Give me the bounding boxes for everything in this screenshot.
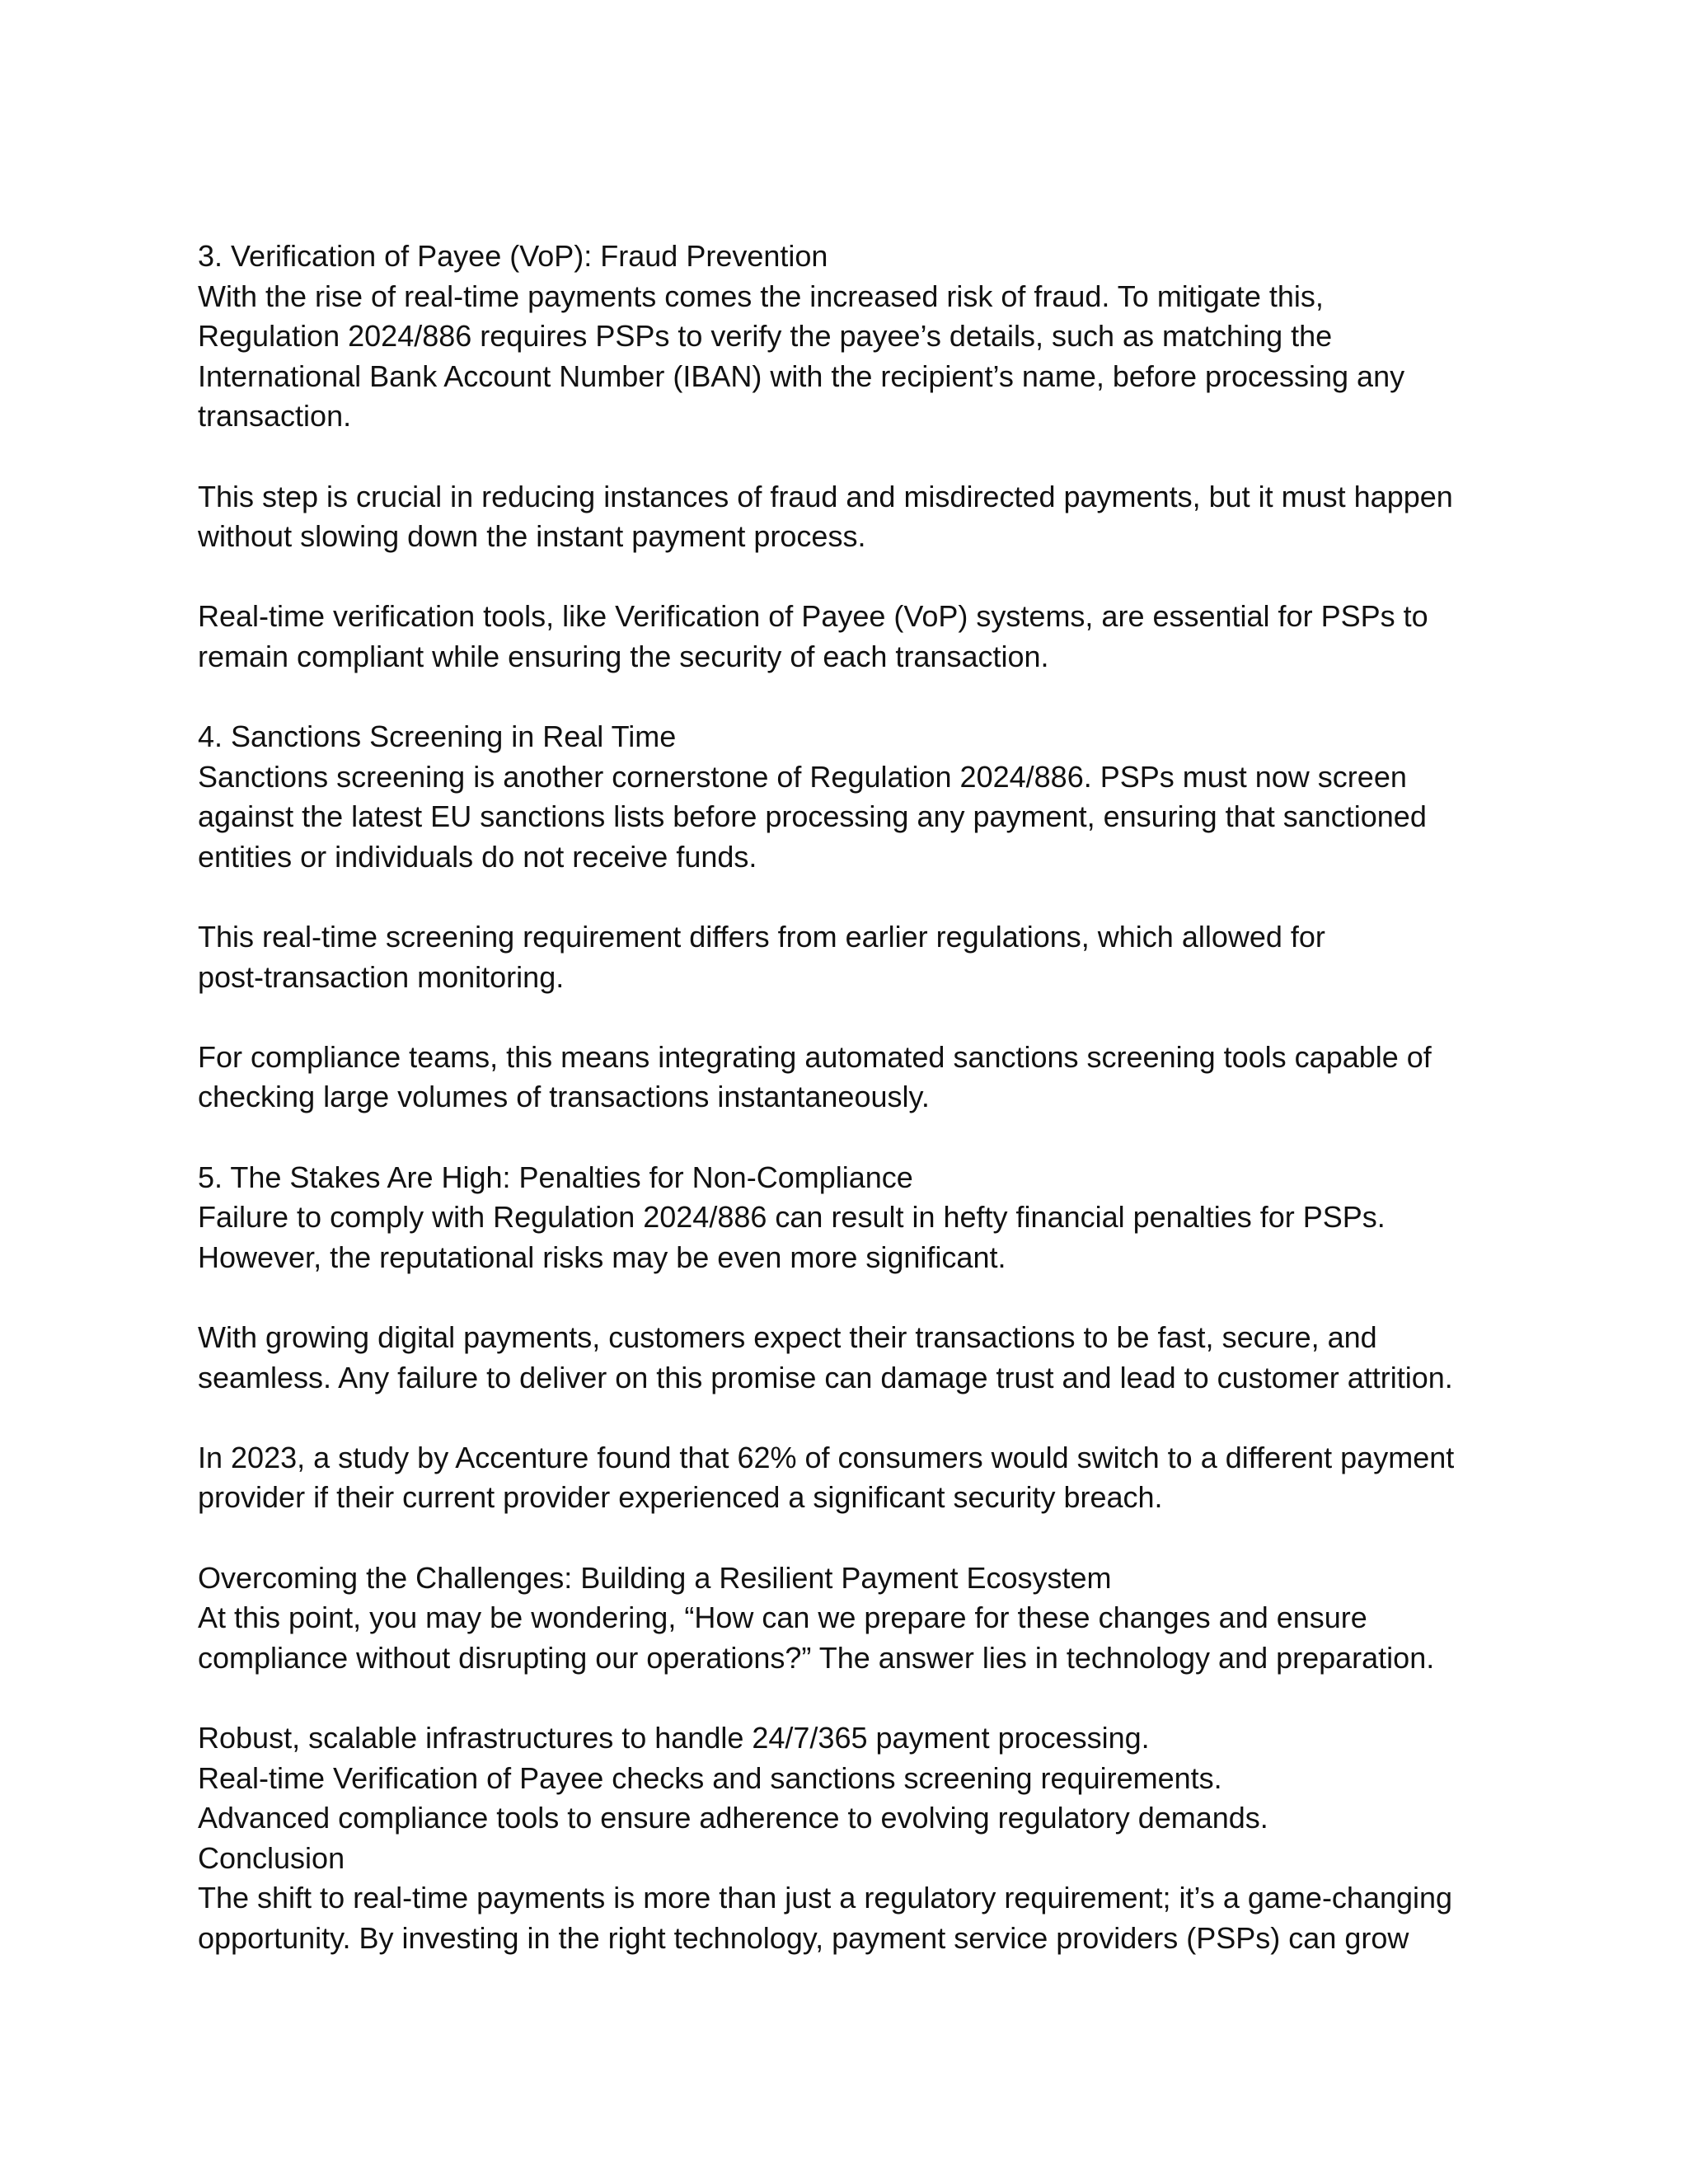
list-item: Real-time Verification of Payee checks and sanctions screening requirements. <box>198 1760 1222 1795</box>
paragraph-gap <box>198 1678 1517 1718</box>
paragraph-line: seamless. Any failure to deliver on this promise can damage trust and lead to customer attrition. <box>198 1360 1453 1394</box>
paragraph-gap <box>198 1398 1517 1438</box>
paragraph-line: With growing digital payments, customers expect their transactions to be fast, secure, and <box>198 1320 1377 1355</box>
paragraph-line: The shift to real-time payments is more than just a regulatory requirement; it’s a game-changing <box>198 1881 1453 1915</box>
paragraph-line: compliance without disrupting our operations?” The answer lies in technology and preparation. <box>198 1640 1435 1675</box>
paragraph-gap <box>198 997 1517 1038</box>
paragraph-line: At this point, you may be wondering, “How can we prepare for these changes and ensure <box>198 1601 1367 1635</box>
paragraph-gap <box>198 437 1517 477</box>
section-heading-penalties: 5. The Stakes Are High: Penalties for Non-Compliance <box>198 1160 913 1194</box>
paragraph-line: remain compliant while ensuring the security of each transaction. <box>198 639 1049 673</box>
paragraph-line: In 2023, a study by Accenture found that 62% of consumers would switch to a different payment <box>198 1440 1455 1474</box>
document-body <box>198 237 1517 1959</box>
paragraph-gap <box>198 878 1517 918</box>
paragraph-line: For compliance teams, this means integrating automated sanctions screening tools capable of <box>198 1039 1432 1074</box>
paragraph-line: without slowing down the instant payment process. <box>198 519 866 554</box>
paragraph-line: This step is crucial in reducing instances of fraud and misdirected payments, but it must happen <box>198 479 1453 513</box>
section-heading-challenges: Overcoming the Challenges: Building a Resilient Payment Ecosystem <box>198 1560 1112 1595</box>
section-heading-conclusion: Conclusion <box>198 1840 345 1875</box>
paragraph-line: Failure to comply with Regulation 2024/886 can result in hefty financial penalties for PSPs. <box>198 1200 1386 1235</box>
paragraph-line: opportunity. By investing in the right technology, payment service providers (PSPs) can grow <box>198 1920 1409 1955</box>
paragraph-line: provider if their current provider experienced a significant security breach. <box>198 1480 1163 1515</box>
paragraph-line: Real-time verification tools, like Verification of Payee (VoP) systems, are essential for PSPs to <box>198 599 1428 634</box>
paragraph-gap <box>198 1118 1517 1158</box>
paragraph-line: transaction. <box>198 399 352 434</box>
list-item: Robust, scalable infrastructures to handle 24/7/365 payment processing. <box>198 1720 1150 1755</box>
paragraph-line: However, the reputational risks may be even more significant. <box>198 1240 1006 1274</box>
list-item: Advanced compliance tools to ensure adherence to evolving regulatory demands. <box>198 1801 1268 1835</box>
paragraph-line: checking large volumes of transactions instantaneously. <box>198 1080 930 1114</box>
paragraph-line: entities or individuals do not receive funds. <box>198 839 757 874</box>
section-heading-vop: 3. Verification of Payee (VoP): Fraud Prevention <box>198 239 828 273</box>
paragraph-line: Regulation 2024/886 requires PSPs to verify the payee’s details, such as matching the <box>198 319 1333 354</box>
paragraph-line: International Bank Account Number (IBAN) with the recipient’s name, before processing any <box>198 359 1405 393</box>
paragraph-gap <box>198 1518 1517 1558</box>
paragraph-line: Sanctions screening is another cornerstone of Regulation 2024/886. PSPs must now screen <box>198 759 1407 794</box>
paragraph-line: post-transaction monitoring. <box>198 959 565 994</box>
paragraph-gap <box>198 677 1517 718</box>
section-heading-sanctions: 4. Sanctions Screening in Real Time <box>198 719 677 754</box>
paragraph-gap <box>198 1277 1517 1318</box>
paragraph-line: This real-time screening requirement differs from earlier regulations, which allowed for <box>198 920 1325 954</box>
paragraph-line: With the rise of real-time payments comes the increased risk of fraud. To mitigate this, <box>198 279 1324 313</box>
paragraph-gap <box>198 557 1517 598</box>
paragraph-line: against the latest EU sanctions lists before processing any payment, ensuring that sanctioned <box>198 799 1427 834</box>
